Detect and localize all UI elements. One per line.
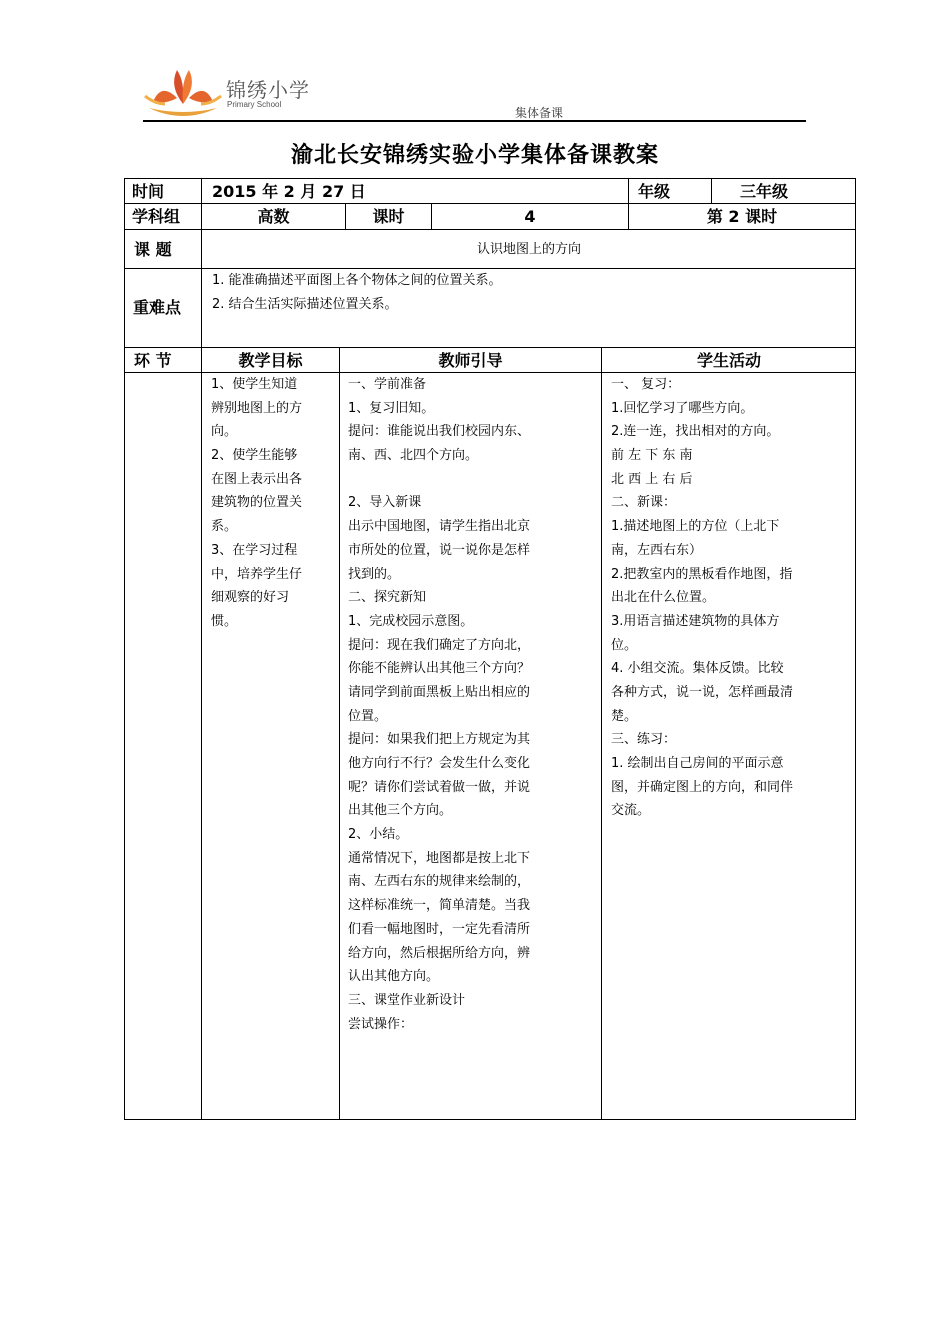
student-line: 三、练习： — [611, 732, 677, 748]
teacher-line: 请同学到前面黑板上贴出相应的 — [348, 684, 531, 700]
student-line: 2.把教室内的黑板看作地图，指 — [611, 566, 793, 582]
teacher-line: 给方向，然后根据所给方向，辨 — [348, 945, 531, 961]
student-line: 1. 绘制出自己房间的平面示意 — [611, 756, 784, 771]
teacher-line: 提问：现在我们确定了方向北， — [348, 637, 531, 653]
key-point-item: 2. 结合生活实际描述位置关系。 — [212, 296, 398, 312]
date-value: 2015 年 2 月 27 日 — [212, 182, 366, 201]
goals-line: 辨别地图上的方 — [211, 400, 303, 416]
key-points-label: 重难点 — [133, 298, 182, 317]
teacher-line: 位置。 — [348, 708, 388, 724]
time-label: 时间 — [132, 182, 165, 201]
teacher-line: 你能不能辨认出其他三个方向？ — [348, 661, 531, 677]
teacher-line — [348, 468, 530, 492]
student-line: 2.连一连，找出相对的方向。 — [611, 424, 780, 440]
goals-line: 1、使学生知道 — [211, 377, 298, 392]
student-line: 前 左 下 东 南 — [611, 448, 693, 464]
teacher-header: 教师引导 — [438, 351, 503, 370]
subject-value: 高数 — [257, 207, 290, 226]
goals-line: 3、在学习过程 — [211, 542, 298, 558]
goals-line: 2、使学生能够 — [211, 448, 298, 464]
teacher-line: 1、完成校园示意图。 — [348, 613, 474, 629]
student-line: 4. 小组交流。集体反馈。比较 — [611, 661, 784, 677]
goals-header: 教学目标 — [238, 351, 303, 370]
topic-label: 课 题 — [134, 240, 172, 259]
goals-line: 向。 — [211, 424, 238, 440]
teacher-line: 这样标准统一，简单清楚。当我 — [348, 898, 531, 914]
student-line: 楚。 — [611, 708, 638, 724]
goals-line: 惯。 — [211, 613, 238, 629]
goals-line: 中，培养学生仔 — [211, 566, 303, 582]
teacher-line: 1、复习旧知。 — [348, 400, 435, 416]
student-line: 1.回忆学习了哪些方向。 — [611, 400, 754, 416]
grade-value: 三年级 — [740, 182, 789, 201]
school-logo-icon — [143, 64, 223, 120]
teacher-line: 找到的。 — [348, 566, 401, 582]
student-line: 交流。 — [611, 803, 651, 819]
period-label: 课时 — [372, 207, 405, 226]
teacher-line: 呢？请你们尝试着做一做，并说 — [348, 779, 531, 795]
period-value: 4 — [524, 207, 536, 226]
page-header — [143, 60, 806, 122]
teacher-line: 南、左西右东的规律来绘制的， — [348, 874, 531, 890]
student-column — [611, 373, 793, 823]
student-line: 位。 — [611, 637, 638, 653]
school-name-en: Primary School — [227, 100, 282, 109]
teacher-line: 认出其他方向。 — [348, 969, 440, 985]
topic-value: 认识地图上的方向 — [476, 242, 581, 257]
teacher-line: 市所处的位置，说一说你是怎样 — [348, 542, 531, 558]
teacher-line: 2、导入新课 — [348, 495, 422, 511]
section-header: 环 节 — [134, 351, 172, 370]
header-divider — [143, 120, 806, 122]
teacher-line: 三、课堂作业新设计 — [348, 992, 466, 1008]
teacher-line: 提问：如果我们把上方规定为其 — [348, 732, 531, 748]
key-points-list — [212, 269, 502, 316]
teacher-line: 们看一幅地图时，一定先看清所 — [348, 921, 531, 937]
student-line: 北 西 上 右 后 — [611, 471, 693, 487]
student-line: 1.描述地图上的方位（上北下 — [611, 519, 780, 535]
school-name-cn: 锦绣小学 — [226, 78, 310, 102]
teacher-line: 他方向行不行？会发生什么变化 — [348, 756, 531, 771]
student-line: 南，左西右东） — [611, 542, 703, 558]
goals-line: 细观察的好习 — [211, 590, 290, 606]
student-line: 图，并确定图上的方向，和同伴 — [611, 779, 794, 795]
goals-line: 建筑物的位置关 — [211, 495, 303, 511]
grade-label: 年级 — [638, 182, 671, 201]
lesson-number: 第 2 课时 — [706, 207, 778, 226]
student-line: 3.用语言描述建筑物的具体方 — [611, 613, 780, 629]
teacher-line: 提问：谁能说出我们校园内东、 — [348, 424, 531, 440]
goals-line: 系。 — [211, 519, 238, 535]
student-line: 一、 复习： — [611, 377, 681, 392]
page-title: 渝北长安锦绣实验小学集体备课教案 — [290, 143, 659, 168]
teacher-line: 南、西、北四个方向。 — [348, 448, 479, 464]
teacher-line: 出其他三个方向。 — [348, 803, 453, 819]
teacher-line: 一、学前准备 — [348, 377, 427, 392]
header-label: 集体备课 — [515, 106, 564, 120]
teacher-line: 出示中国地图，请学生指出北京 — [348, 519, 531, 535]
teacher-line: 2、小结。 — [348, 827, 409, 843]
key-point-item: 1. 能准确描述平面图上各个物体之间的位置关系。 — [212, 273, 502, 288]
teacher-line: 通常情况下，地图都是按上北下 — [348, 850, 531, 866]
teacher-line: 二、探究新知 — [348, 590, 427, 606]
goals-line: 在图上表示出各 — [211, 471, 303, 487]
student-header: 学生活动 — [696, 351, 761, 370]
student-line: 各种方式，说一说，怎样画最清 — [611, 684, 794, 700]
student-line: 二、新课： — [611, 495, 677, 511]
subject-label: 学科组 — [132, 207, 181, 226]
teacher-line: 尝试操作： — [348, 1016, 414, 1032]
teacher-column — [348, 373, 530, 1036]
goals-column — [211, 373, 302, 634]
student-line: 出北在什么位置。 — [611, 590, 716, 606]
